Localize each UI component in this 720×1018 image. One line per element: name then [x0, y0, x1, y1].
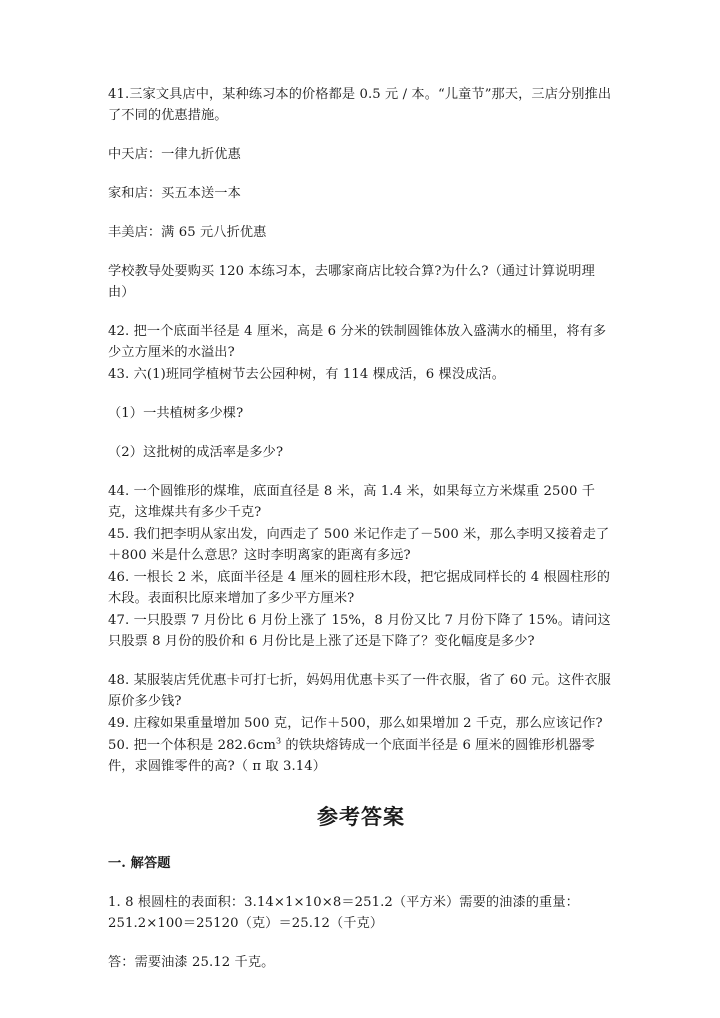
question-42: 42. 把一个底面半径是 4 厘米，高是 6 分米的铁制圆锥体放入盛满水的桶里，将有多少立方厘米的水溢出? — [108, 324, 607, 360]
question-49: 49. 庄稼如果重量增加 500 克，记作＋500，那么如果增加 2 千克，那么应该记作? — [108, 716, 603, 731]
question-44: 44. 一个圆锥形的煤堆，底面直径是 8 米，高 1.4 米，如果每立方米煤重 2500 千克，这堆煤共有多少千克? — [108, 484, 596, 520]
answers-title: 参考答案 — [317, 804, 405, 829]
answers-section-heading: 一. 解答题 — [108, 856, 171, 871]
question-41-shop-fengmei: 丰美店：满 65 元八折优惠 — [108, 225, 267, 240]
question-50-text-after: 的铁块熔铸成一个底面半径是 6 厘米的圆锥形机器零件，求圆锥零件的高?（ π 取 3.14） — [108, 738, 595, 774]
question-41-shop-jiahe: 家和店：买五本送一本 — [108, 186, 241, 201]
question-50-superscript: 3 — [275, 736, 282, 746]
answer-1-conclusion: 答：需要油漆 25.12 千克。 — [108, 955, 275, 970]
question-43-sub-2: （2）这批树的成活率是多少? — [108, 445, 284, 460]
question-50 — [108, 735, 614, 777]
question-43: 43. 六(1)班同学植树节去公园种树，有 114 棵成活，6 棵没成活。 — [108, 367, 505, 382]
document-page — [108, 84, 614, 973]
question-41-prompt: 学校教导处要购买 120 本练习本，去哪家商店比较合算?为什么?（通过计算说明理由） — [108, 264, 595, 300]
question-43-sub-1: （1）一共植树多少棵? — [108, 406, 244, 421]
question-50-text-before: 50. 把一个体积是 282.6cm — [108, 738, 276, 753]
question-47: 47. 一只股票 7 月份比 6 月份上涨了 15%，8 月份又比 7 月份下降了 15%。请问这只股票 8 月份的股价和 6 月份比是上涨了还是下降了？变化幅度是多少? — [108, 613, 611, 649]
question-41-shop-zhongtian: 中天店：一律九折优惠 — [108, 147, 241, 162]
answer-1: 1. 8 根圆柱的表面积：3.14×1×10×8＝251.2（平方米）需要的油漆的重量：251.2×100＝25120（克）＝25.12（千克） — [108, 895, 579, 931]
question-41: 41.三家文具店中，某种练习本的价格都是 0.5 元 / 本。“儿童节”那天，三店分别推出了不同的优惠措施。 — [108, 87, 612, 123]
question-45: 45. 我们把李明从家出发，向西走了 500 米记作走了－500 米，那么李明又接着走了＋800 米是什么意思？这时李明离家的距离有多远? — [108, 527, 610, 563]
question-46: 46. 一根长 2 米，底面半径是 4 厘米的圆柱形木段，把它据成同样长的 4 根圆柱形的木段。表面积比原来增加了多少平方厘米? — [108, 570, 610, 606]
question-48: 48. 某服装店凭优惠卡可打七折，妈妈用优惠卡买了一件衣服，省了 60 元。这件衣服原价多少钱? — [108, 673, 611, 709]
